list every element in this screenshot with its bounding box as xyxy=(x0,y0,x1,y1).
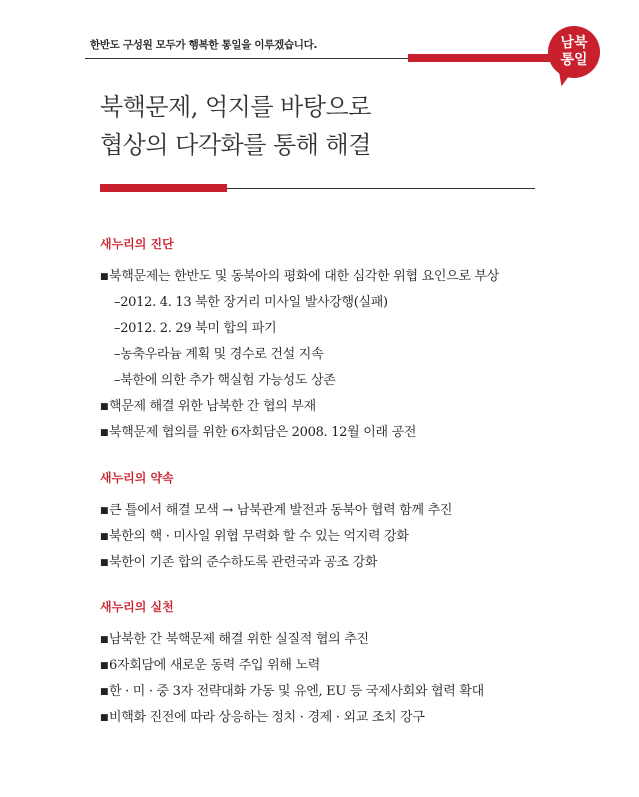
item-text: 한 · 미 · 중 3자 전략대화 가동 및 유엔, EU 등 국제사회와 협력 확대 xyxy=(109,684,484,699)
section-heading: 새누리의 약속 xyxy=(100,471,174,485)
list-item xyxy=(100,394,499,420)
title-line1: 북핵문제, 억지를 바탕으로 xyxy=(100,93,371,121)
section-promise xyxy=(100,469,452,576)
page-title xyxy=(100,88,371,164)
list-subitem xyxy=(100,316,499,342)
item-text: 6자회담에 새로운 동력 주입 위해 노력 xyxy=(109,658,321,673)
list-subitem xyxy=(100,290,499,316)
item-text: –2012. 2. 29 북미 합의 파기 xyxy=(114,321,277,336)
list-item xyxy=(100,524,452,550)
list-item xyxy=(100,498,452,524)
bullet: ■ xyxy=(100,532,109,542)
list-item xyxy=(100,653,484,679)
item-text: 북핵문제는 한반도 및 동북아의 평화에 대한 심각한 위협 요인으로 부상 xyxy=(109,269,499,284)
bullet: ■ xyxy=(100,661,109,671)
item-text: 북한의 핵 · 미사일 위협 무력화 할 수 있는 억지력 강화 xyxy=(109,529,409,544)
title-accent-bar xyxy=(100,184,227,192)
section-action xyxy=(100,598,484,731)
bullet: ■ xyxy=(100,402,109,412)
section-heading: 새누리의 실천 xyxy=(100,600,174,614)
header-tagline: 한반도 구성원 모두가 행복한 통일을 이루겠습니다. xyxy=(90,39,318,51)
category-badge xyxy=(548,26,600,78)
item-text: 남북한 간 북핵문제 해결 위한 실질적 협의 추진 xyxy=(109,632,369,647)
bullet: ■ xyxy=(100,687,109,697)
section-heading: 새누리의 진단 xyxy=(100,237,174,251)
item-text: –2012. 4. 13 북한 장거리 미사일 발사강행(실패) xyxy=(114,295,388,310)
list-subitem xyxy=(100,342,499,368)
badge-line1: 남북 xyxy=(560,35,588,51)
bullet: ■ xyxy=(100,506,109,516)
item-text: –북한에 의한 추가 핵실험 가능성도 상존 xyxy=(114,373,336,388)
item-text: 북핵문제 협의를 위한 6자회담은 2008. 12월 이래 공전 xyxy=(109,425,417,440)
list-item xyxy=(100,705,484,731)
section-diagnosis xyxy=(100,235,499,446)
bullet: ■ xyxy=(100,428,109,438)
list-item xyxy=(100,627,484,653)
bullet: ■ xyxy=(100,713,109,723)
item-text: 비핵화 진전에 따라 상응하는 정치 · 경제 · 외교 조치 강구 xyxy=(109,710,425,725)
bullet: ■ xyxy=(100,272,109,282)
item-text: 큰 틀에서 해결 모색 → 남북관계 발전과 동북아 협력 함께 추진 xyxy=(109,503,453,518)
item-text: 북한이 기존 합의 준수하도록 관련국과 공조 강화 xyxy=(109,555,378,570)
bullet: ■ xyxy=(100,635,109,645)
header-accent-bar xyxy=(408,54,550,62)
list-subitem xyxy=(100,368,499,394)
item-text: –농축우라늄 계획 및 경수로 건설 지속 xyxy=(114,347,324,362)
badge-line2: 통일 xyxy=(560,52,588,68)
bullet: ■ xyxy=(100,558,109,568)
list-item xyxy=(100,420,499,446)
item-text: 핵문제 해결 위한 남북한 간 협의 부재 xyxy=(109,399,316,414)
title-line2: 협상의 다각화를 통해 해결 xyxy=(100,131,371,159)
list-item xyxy=(100,550,452,576)
list-item xyxy=(100,679,484,705)
list-item xyxy=(100,264,499,290)
